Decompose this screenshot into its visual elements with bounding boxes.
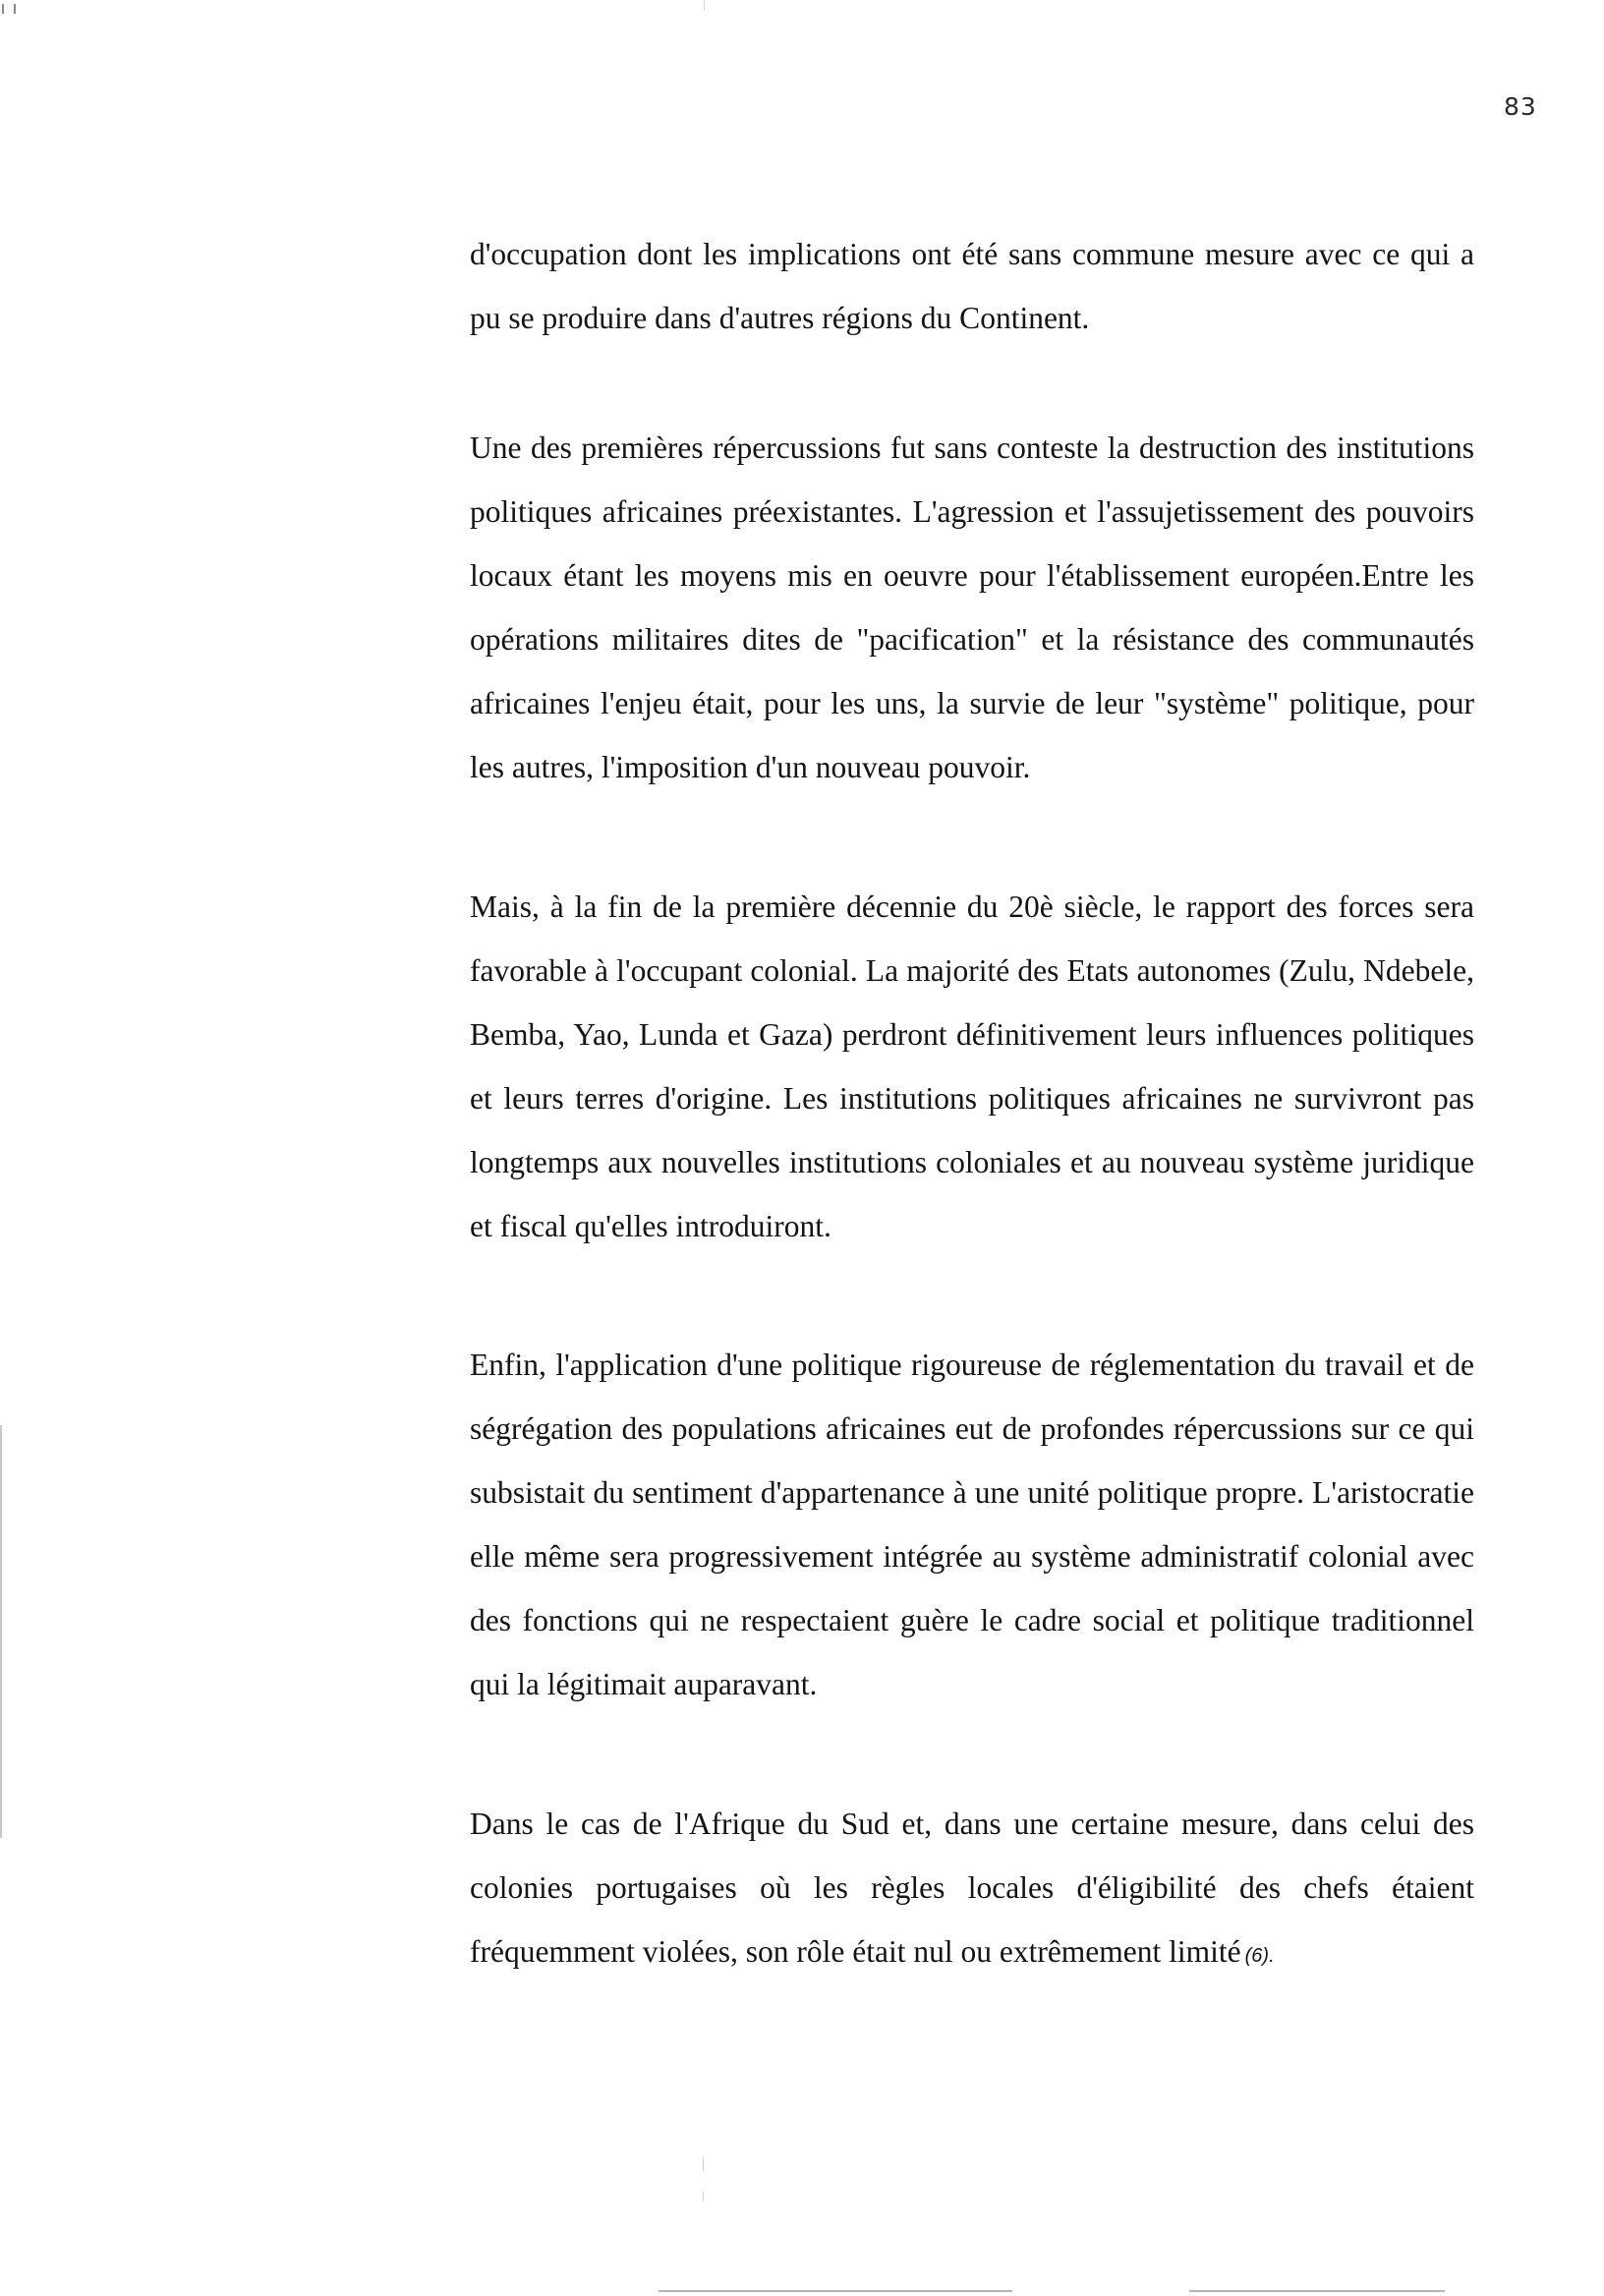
paragraph-5-text: Dans le cas de l'Afrique du Sud et, dans une certaine mesure, dans celui des colonies portugaises où les règles locales d'éligibilité des chefs étaient fréquemment violées, son rôle était nul ou extrêmement limité: [470, 1807, 1474, 1969]
paragraph-3: Mais, à la fin de la première décennie du 20è siècle, le rapport des forces sera favorable à l'occupant colonial. La majorité des Etats autonomes (Zulu, Ndebele, Bemba, Yao, Lunda et Gaza) perdront définitivement leurs influences politiques et leurs terres d'origine. Les institutions politiques africaines ne survivront pas longtemps aux nouvelles institutions coloniales et au nouveau système juridique et fiscal qu'elles introduiront.: [470, 890, 1474, 1243]
scan-artifact-left-edge: [0, 1425, 2, 1838]
scan-artifact-bottom-line: [659, 2290, 1012, 2292]
scan-artifact-tick: [703, 2157, 704, 2171]
paragraph-5: [470, 1792, 1474, 1988]
scan-artifact-bottom-line: [1189, 2290, 1445, 2292]
paragraph-4: Enfin, l'application d'une politique rigoureuse de réglementation du travail et de ségrégation des populations africaines eut de profondes répercussions sur ce qui subsistait du sentiment d'appartenance à une unité politique propre. L'aristocratie elle même sera progressivement intégrée au système administratif colonial avec des fonctions qui ne respectaient guère le cadre social et politique traditionnel qui la légitimait auparavant.: [470, 1348, 1474, 1701]
paragraph-2: Une des premières répercussions fut sans conteste la destruction des institutions politiques africaines préexistantes. L'agression et l'assujetissement des pouvoirs locaux étant les moyens mis en oeuvre pour l'établissement européen.Entre les opérations militaires dites de "pacification" et la résistance des communautés africaines l'enjeu était, pour les uns, la survie de leur "système" politique, pour les autres, l'imposition d'un nouveau pouvoir.: [470, 430, 1474, 784]
scan-artifact-top-left: [2, 4, 16, 14]
footnote-reference[interactable]: (6).: [1244, 1945, 1275, 1967]
page-number: 83: [1504, 92, 1537, 121]
paragraph-1: d'occupation dont les implications ont été sans commune mesure avec ce qui a pu se produire dans d'autres régions du Continent.: [470, 237, 1474, 335]
scan-artifact-top-tick: [704, 0, 705, 10]
scan-artifact-tick: [703, 2192, 704, 2202]
